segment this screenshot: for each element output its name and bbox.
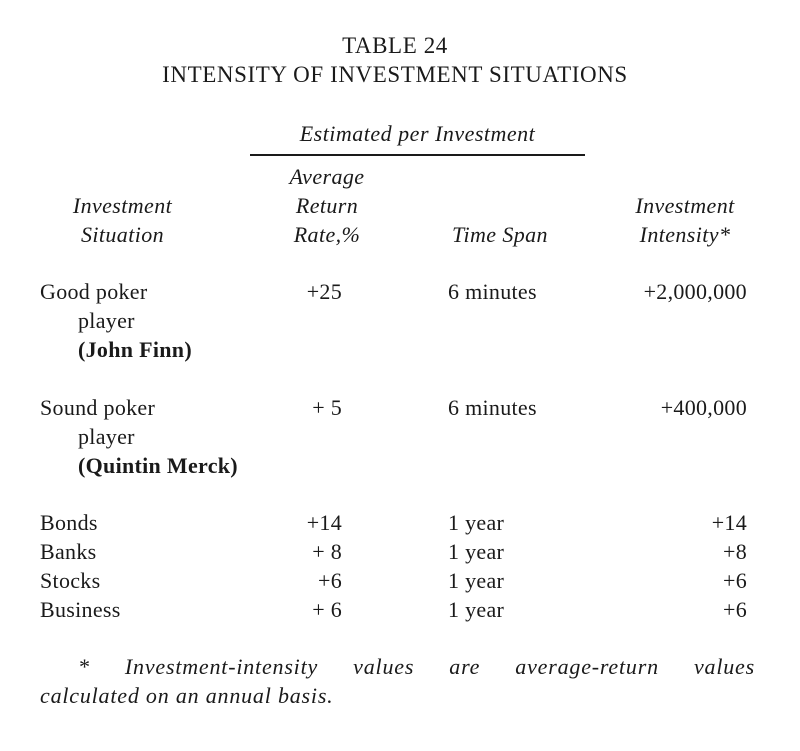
intensity-value: +6 [722, 568, 747, 593]
intensity-value: +2,000,000 [643, 279, 747, 304]
situation-label: Good poker [40, 279, 148, 304]
situation-label: Stocks [40, 568, 101, 593]
return-rate-value: + 5 [312, 395, 342, 420]
situation-label: Bonds [40, 510, 98, 535]
situation-label: Banks [40, 539, 97, 564]
return-rate-value: +25 [306, 279, 342, 304]
table-row-situation [40, 393, 238, 480]
situation-label: Sound poker [40, 395, 156, 420]
table-row-situation [40, 277, 192, 364]
return-rate-value: +6 [317, 568, 342, 593]
header-line: Return [295, 193, 359, 218]
header-line: Intensity* [639, 222, 731, 247]
time-span-value: 1 year [448, 597, 505, 622]
spanner-rule [250, 154, 585, 156]
header-line: Average [289, 164, 365, 189]
column-spanner-heading: Estimated per Investment [299, 121, 536, 146]
return-rate-value: + 8 [312, 539, 342, 564]
header-average-return-rate [262, 162, 392, 249]
return-rate-value: + 6 [312, 597, 342, 622]
situation-label-cont: player [78, 424, 135, 449]
situation-label: Business [40, 597, 121, 622]
footnote-line-2: calculated on an annual basis. [40, 683, 334, 708]
time-span-value: 1 year [448, 568, 505, 593]
table-footnote [40, 652, 755, 710]
return-rate-value: +14 [306, 510, 342, 535]
intensity-value: +14 [711, 510, 747, 535]
intensity-value: +8 [722, 539, 747, 564]
time-span-value: 6 minutes [448, 395, 537, 420]
time-span-value: 6 minutes [448, 279, 537, 304]
table-title: INTENSITY OF INVESTMENT SITUATIONS [162, 62, 628, 87]
header-time-span [430, 220, 570, 249]
header-investment-intensity [610, 191, 760, 249]
header-line: Rate,% [293, 222, 361, 247]
situation-person: (John Finn) [78, 337, 192, 362]
header-line: Time Span [452, 222, 548, 247]
header-line: Situation [80, 222, 165, 247]
header-line: Investment [72, 193, 173, 218]
intensity-value: +400,000 [660, 395, 747, 420]
situation-person: (Quintin Merck) [78, 453, 238, 478]
footnote-line-1: * Investment-intensity values are average-return values [78, 654, 755, 679]
situation-label-cont: player [78, 308, 135, 333]
header-investment-situation [45, 191, 200, 249]
time-span-value: 1 year [448, 539, 505, 564]
time-span-value: 1 year [448, 510, 505, 535]
header-line: Investment [635, 193, 735, 218]
intensity-value: +6 [722, 597, 747, 622]
table-number: TABLE 24 [342, 33, 448, 58]
